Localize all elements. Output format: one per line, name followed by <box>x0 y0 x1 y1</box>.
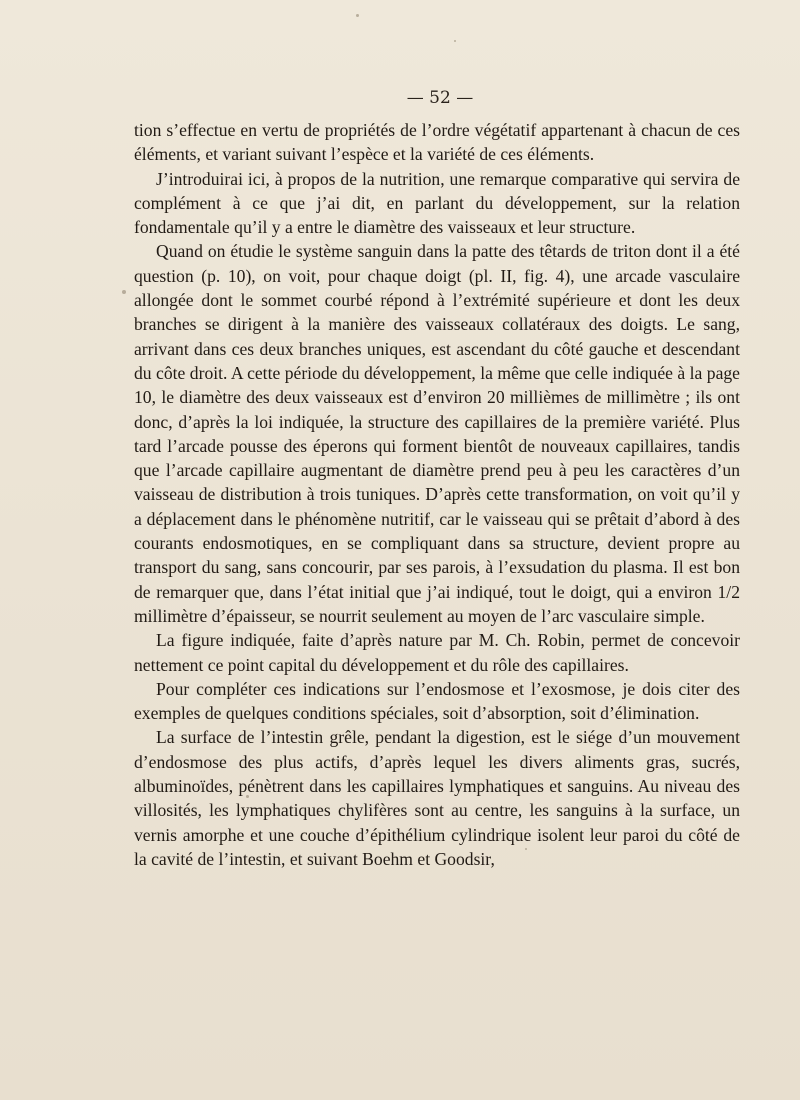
paragraph: La figure indiquée, faite d’après nature par M. Ch. Robin, permet de concevoir nettement ce point capital du développement et du rôle des capillaires. <box>134 630 740 675</box>
paper-speck <box>122 290 126 294</box>
paragraph: Quand on étudie le système sanguin dans la patte des têtards de triton dont il a été question (p. 10), on voit, pour chaque doigt (pl. II, fig. 4), une arcade vasculaire allongée dont le sommet courbé répond à l’extrémité supérieure et dont les deux branches se dirigent à la manière des vaisseaux collatéraux des doigts. Le sang, arrivant dans ces deux branches uniques, est ascendant du côté gauche et descendant du côte droit. A cette période du développement, la même que celle indiquée à la page 10, le diamètre des deux vaisseaux est d’environ 20 millièmes de millimètre ; ils ont donc, d’après la loi indiquée, la structure des capillaires de la première variété. Plus tard l’arcade pousse des éperons qui forment bientôt de nouveaux capillaires, tandis que l’arcade capillaire augmentant de diamètre prend peu à peu les caractères d’un vaisseau de distribution à trois tuniques. D’après cette transformation, on voit qu’il y a déplacement dans le phénomène nutritif, car le vaisseau qui se prêtait d’abord à des courants endosmotiques, en se compliquant dans sa structure, devient propre au transport du sang, sans concourir, par ses parois, à l’exsudation du plasma. Il est bon de remarquer que, dans l’état initial que j’ai indiqué, tout le doigt, qui a environ 1/2 millimètre d’épaisseur, se nourrit seulement au moyen de l’arc vasculaire simple. <box>134 241 740 626</box>
paragraph: La surface de l’intestin grêle, pendant la digestion, est le siége d’un mouvement d’endosmose des plus actifs, d’après lequel les divers aliments gras, sucrés, albuminoïdes, pénètrent dans les capillaires lymphatiques et sanguins. Au niveau des villosités, les lymphatiques chylifères sont au centre, les sanguins à la surface, un vernis amorphe et une couche d’épithélium cylindrique isolent leur paroi du côté de la cavité de l’intestin, et suivant Boehm et Goodsir, <box>134 727 740 869</box>
page-number: — 52 — <box>406 88 474 108</box>
paragraph: tion s’effectue en vertu de propriétés de l’ordre végétatif appartenant à chacun de ces éléments, et variant suivant l’espèce et la variété de ces éléments. <box>134 120 740 165</box>
paper-speck <box>454 40 456 42</box>
paper-speck <box>356 14 359 17</box>
body-text <box>134 118 740 871</box>
paragraph: J’introduirai ici, à propos de la nutrition, une remarque comparative qui servira de complément à ce que j’ai dit, en parlant du développement, sur la relation fondamentale qu’il y a entre le diamètre des vaisseaux et leur structure. <box>134 168 740 238</box>
paragraph: Pour compléter ces indications sur l’endosmose et l’exosmose, je dois citer des exemples de quelques conditions spéciales, soit d’absorption, soit d’élimination. <box>134 678 740 724</box>
